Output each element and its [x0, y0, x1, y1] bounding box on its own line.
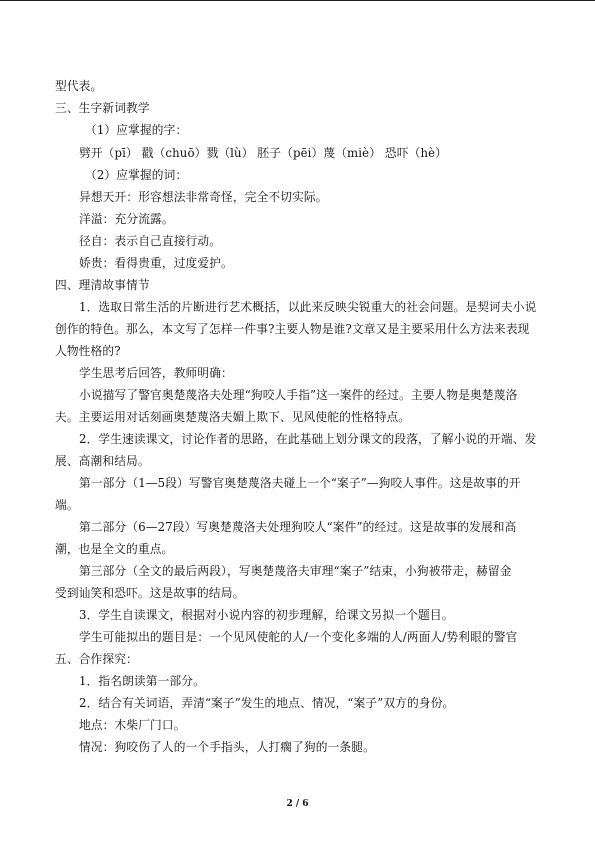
text-line: （2）应掌握的词：	[85, 168, 188, 182]
text-line: 2．学生速读课文，讨论作者的思路，在此基础上划分课文的段落，了解小说的开端、发	[79, 432, 537, 446]
page-number: 2 / 6	[286, 799, 309, 809]
text-line: 人物性格的?	[55, 344, 121, 358]
text-line: 情况：狗咬伤了人的一个手指头，人打瘸了狗的一条腿。	[79, 740, 375, 754]
text-line: 第三部分（全文的最后两段），写奥楚蔑洛夫审理“案子”结束，小狗被带走，赫留金	[79, 564, 512, 578]
text-line: 创作的特色。那么，本文写了怎样一件事?主要人物是谁?文章又是主要采用什么方法来表现	[55, 322, 530, 336]
text-line: 地点：木柴厂门口。	[79, 718, 186, 732]
text-line: 学生可能拟出的题目是：一个见风使舵的人/一个变化多端的人/两面人/势利眼的警官	[79, 630, 518, 644]
text-line: 展、高潮和结局。	[55, 454, 150, 468]
text-line: 学生思考后回答，教师明确：	[79, 366, 233, 380]
text-line: 娇贵：看得贵重，过度爱护。	[79, 256, 233, 270]
text-line: 异想天开：形容想法非常奇怪，完全不切实际。	[79, 190, 328, 204]
text-line: 1．选取日常生活的片断进行艺术概括，以此来反映尖锐重大的社会问题。是契诃夫小说	[79, 300, 537, 314]
text-line: （1）应掌握的字：	[85, 123, 188, 137]
text-line: 3．学生自读课文，根据对小说内容的初步理解，给课文另拟一个题目。	[79, 608, 454, 622]
page-top-rule	[0, 0, 595, 1]
text-line: 夫。主要运用对话刻画奥楚蔑洛夫媚上欺下、见风使舵的性格特点。	[55, 410, 411, 424]
text-line: 径自：表示自己直接行动。	[79, 234, 222, 248]
text-line: 端。	[55, 498, 79, 512]
text-line: 受到讪笑和恐吓。这是故事的结局。	[55, 586, 245, 600]
text-line: 1．指名朗读第一部分。	[79, 674, 205, 688]
text-line: 潮，也是全文的重点。	[55, 542, 174, 556]
text-line: 2．结合有关词语，弄清“案子”发生的地点、情况，“案子”双方的身份。	[79, 696, 455, 710]
text-line: 洋溢：充分流露。	[79, 212, 174, 226]
text-line: 劈开（pī） 戳（chuō）戮（lù） 胚子（pēi）蔑（miè） 恐吓（hè）	[79, 146, 448, 160]
section-heading: 五、合作探究：	[55, 652, 138, 666]
text-line: 小说描写了警官奥楚蔑洛夫处理“狗咬人手指”这一案件的经过。主要人物是奥楚蔑洛	[79, 388, 518, 402]
text-line: 型代表。	[55, 79, 103, 93]
text-line: 第二部分（6—27段）写奥楚蔑洛夫处理狗咬人“案件”的经过。这是故事的发展和高	[79, 520, 517, 534]
text-line: 第一部分（1—5段）写警官奥楚蔑洛夫碰上一个“案子”—狗咬人事件。这是故事的开	[79, 476, 521, 490]
section-heading: 四、理清故事情节	[55, 278, 150, 292]
section-heading: 三、生字新词教学	[55, 101, 150, 115]
